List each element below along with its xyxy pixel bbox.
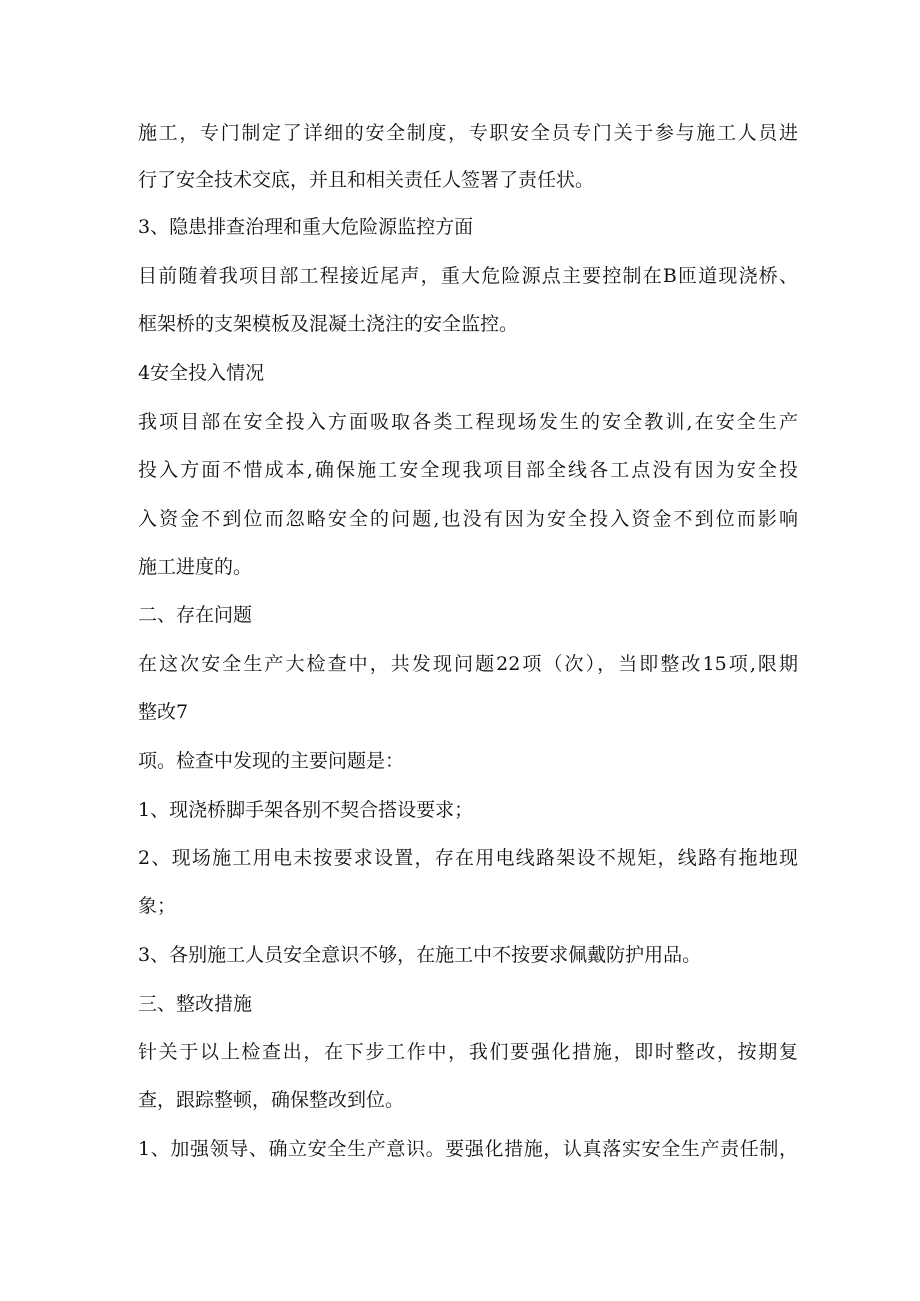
- list-item: 2、现场施工用电未按要求设置，存在用电线路架设不规矩，线路有拖地现: [138, 847, 798, 869]
- paragraph-line: 针关于以上检查出，在下步工作中，我们要强化措施，即时整改，按期复: [138, 1041, 798, 1063]
- list-item: 1、现浇桥脚手架各别不契合搭设要求；: [138, 799, 474, 821]
- paragraph-line: 施工进度的。: [138, 556, 253, 578]
- section-heading: 3、隐患排查治理和重大危险源监控方面: [138, 216, 474, 238]
- paragraph-line: 查，跟踪整顿，确保整改到位。: [138, 1089, 405, 1111]
- paragraph-line: 整改7: [138, 701, 189, 723]
- paragraph-line: 行了安全技术交底，并且和相关责任人签署了责任状。: [138, 169, 595, 191]
- paragraph-line: 框架桥的支架模板及混凝土浇注的安全监控。: [138, 313, 519, 335]
- paragraph-line: 入资金不到位而忽略安全的问题,也没有因为安全投入资金不到位而影响: [138, 508, 798, 530]
- paragraph-line: 目前随着我项目部工程接近尾声，重大危险源点主要控制在B匝道现浇桥、: [138, 265, 798, 287]
- list-item: 3、各别施工人员安全意识不够，在施工中不按要求佩戴防护用品。: [138, 944, 702, 966]
- paragraph-line: 在这次安全生产大检查中，共发现问题22项（次），当即整改15项,限期: [138, 653, 798, 675]
- paragraph-line: 项。检查中发现的主要问题是：: [138, 750, 405, 772]
- section-heading: 三、整改措施: [138, 993, 253, 1015]
- section-heading: 二、存在问题: [138, 604, 253, 626]
- list-item-continuation: 象；: [138, 895, 177, 917]
- paragraph-line: 投入方面不惜成本,确保施工安全现我项目部全线各工点没有因为安全投: [138, 459, 798, 481]
- paragraph-line: 我项目部在安全投入方面吸取各类工程现场发生的安全教训,在安全生产: [138, 411, 798, 433]
- list-item: 1、加强领导、确立安全生产意识。要强化措施，认真落实安全生产责任制，: [138, 1138, 798, 1160]
- paragraph-line: 施工，专门制定了详细的安全制度，专职安全员专门关于参与施工人员进: [138, 122, 798, 144]
- section-heading: 4安全投入情况: [138, 362, 265, 384]
